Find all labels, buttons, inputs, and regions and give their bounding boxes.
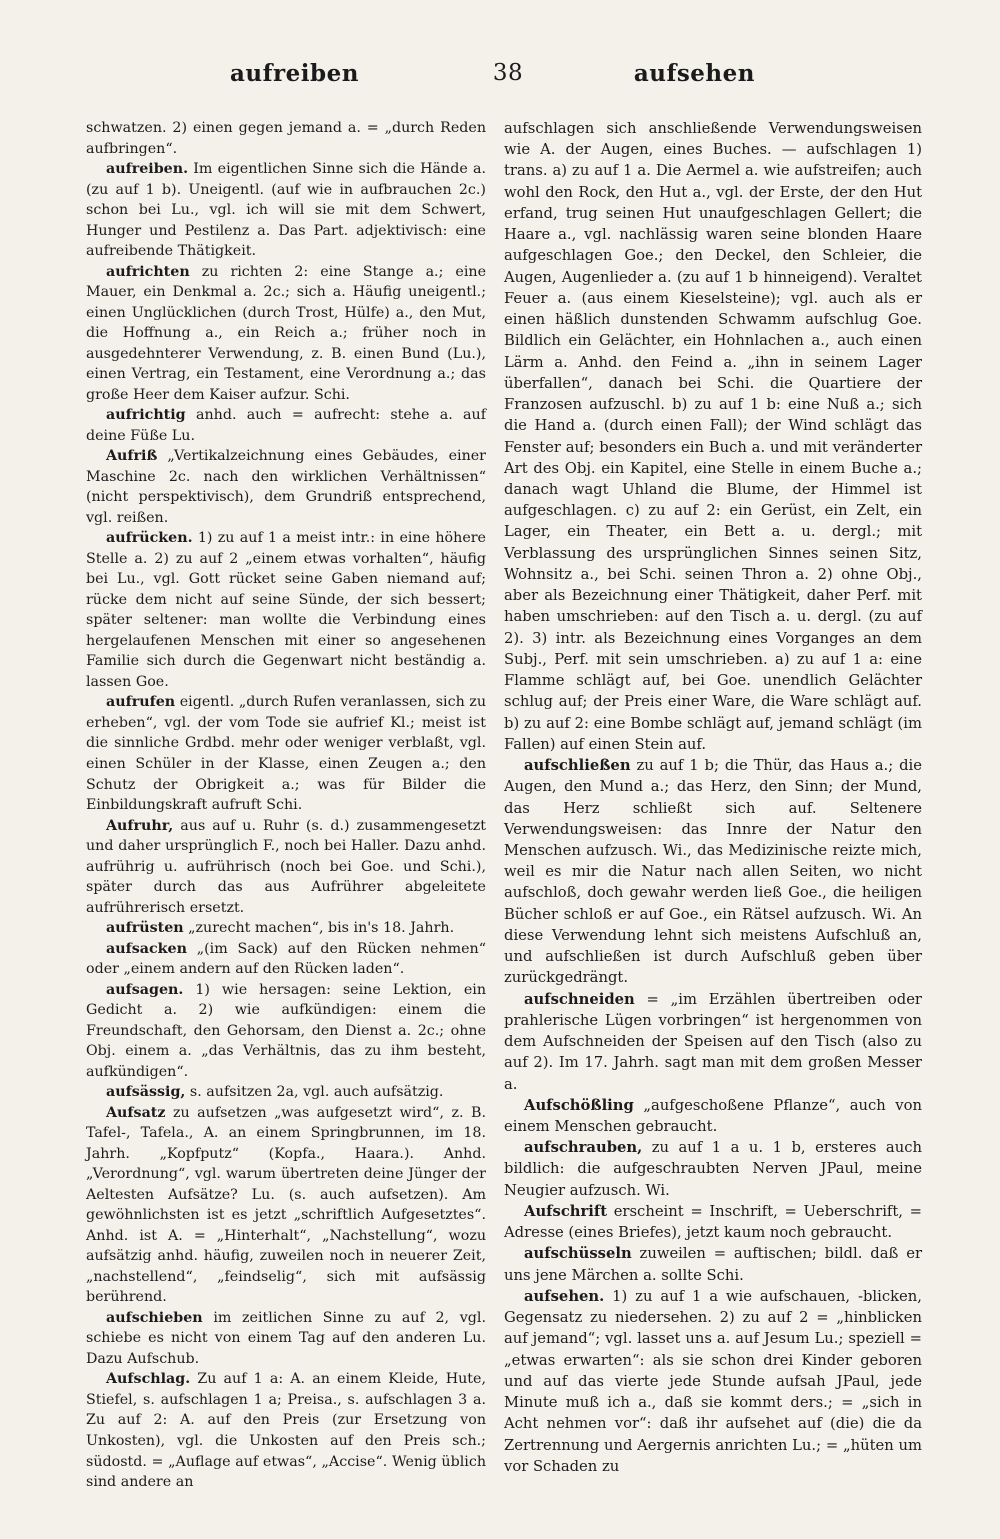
dictionary-entry	[504, 1286, 922, 1477]
entry-text: 1) zu auf 1 a meist intr.: in eine höhere Stelle a. 2) zu auf 2 „einem etwas vorhalten“, häufig bei Lu., vgl. Gott rücket seine Gaben niemand auf; rücke dem nicht auf seine Sünde, der sich bessert; später seltener: man wollte die Verbindung eines hergelaufenen Menschen mit einer so angesehenen Familie sich durch die Gegenwart nicht beständig a. lassen Goe.	[86, 530, 486, 690]
entry-headword: aufsehen.	[524, 1287, 605, 1305]
dictionary-entry	[86, 118, 486, 159]
dictionary-entry	[86, 816, 486, 919]
entry-headword: Aufschlag.	[106, 1371, 191, 1388]
entry-headword: Aufsatz	[106, 1104, 166, 1121]
dictionary-entry	[86, 446, 486, 528]
entry-headword: aufsässig,	[106, 1084, 186, 1101]
entry-text: Im eigentlichen Sinne sich die Hände a. (zu auf 1 b). Uneigentl. (auf wie in aufbrauchen 2c.) schon bei Lu., vgl. ich will sie mit dem Schwert, Hunger und Pestilenz a. Das Part. adjektivisch: eine aufreibende Thätigkeit.	[86, 161, 486, 260]
entry-headword: aufrufen	[106, 694, 176, 711]
entry-text: = „im Erzählen übertreiben oder prahlerische Lügen vorbringen“ ist hergenommen von dem Aufschneiden der Speisen auf den Tisch (also zu auf 2). Im 17. Jahrh. sagt man mit dem großen Messer a.	[504, 990, 922, 1093]
dictionary-entry	[504, 755, 922, 989]
dictionary-entry	[86, 1369, 486, 1492]
entry-headword: aufschüsseln	[524, 1245, 632, 1263]
dictionary-entry	[86, 528, 486, 692]
dictionary-entry	[86, 1308, 486, 1370]
dictionary-entry	[86, 1082, 486, 1103]
entry-headword: aufsagen.	[106, 981, 184, 998]
entry-text: aufschlagen sich anschließende Verwendungsweisen wie A. der Augen, eines Buches. — aufschlagen 1) trans. a) zu auf 1 a. Die Aermel a. wie aufstreifen; auch wohl den Rock, den Hut a., vgl. der Erste, der den Hut erfand, trug seinen Hut unaufgeschlagen Gellert; die Haare a., vgl. nachlässig waren seine blonden Haare aufgeschlagen Goe.; den Deckel, den Schleier, die Augen, Augenlieder a. (zu auf 1 b hinneigend). Veraltet Feuer a. (aus einem Kieselsteine); vgl. auch als er einen häßlich dunstenden Schwamm aufschlug Goe. Bildlich ein Gelächter, ein Hohnlachen a., auch einen Lärm a. Anhd. den Feind a. „ihn in seinem Lager überfallen“, danach bei Schi. die Quartiere der Franzosen aufzuschl. b) zu auf 1 b: eine Nuß a.; sich die Hand a. (durch einen Fall); der Wind schlägt das Fenster auf; besonders ein Buch a. und mit veränderter Art des Obj. ein Kapitel, eine Stelle in einem Buche a.; danach wagt Uhland die Blume, der Himmel ist aufgeschlagen. c) zu auf 2: ein Gerüst, ein Zelt, ein Lager, ein Theater, ein Bett a. u. dergl.; mit Verblassung des ursprünglichen Sinnes seinen Sitz, Wohnsitz a., bei Schi. seinen Thron a. 2) ohne Obj., aber als Bezeichnung einer Thätigkeit, daher Perf. mit haben umschrieben: auf den Tisch a. u. dergl. (zu auf 2). 3) intr. als Bezeichnung eines Vorganges an dem Subj., Perf. mit sein umschrieben. a) zu auf 1 a: eine Flamme schlägt auf, bei Goe. unendlich Gelächter schlug auf; der Preis einer Ware, die Ware schlägt auf. b) zu auf 2: eine Bombe schlägt auf, jemand schlägt (im Fallen) auf einen Stein auf.	[504, 120, 922, 753]
entry-headword: aufschieben	[106, 1309, 203, 1326]
dictionary-entry	[86, 980, 486, 1083]
entry-headword: aufschneiden	[524, 990, 635, 1008]
entry-headword: aufrücken.	[106, 530, 193, 547]
entry-text: s. aufsitzen 2a, vgl. auch aufsätzig.	[189, 1084, 444, 1101]
entry-text: aus auf u. Ruhr (s. d.) zusammengesetzt und daher ursprünglich F., noch bei Haller. Dazu anhd. aufrührig u. aufrührisch (noch bei Goe. und Schi.), später durch das aus Aufrührer abgeleitete aufrührerisch ersetzt.	[86, 817, 486, 916]
entry-text: zu aufsetzen „was aufgesetzt wird“, z. B. Tafel-, Tafela., A. an einem Springbrunnen, im 18. Jahrh. „Kopfputz“ (Kopfa., Haara.). Anhd. „Verordnung“, vgl. warum übertreten deine Jünger der Aeltesten Aufsätze? Lu. (s. auch aufsetzen). Am gewöhnlichsten ist es jetzt „schriftlich Aufgesetztes“. Anhd. ist A. = „Hinterhalt“, „Nachstellung“, wozu aufsätzig anhd. häufig, zuweilen noch in neuerer Zeit, „nachstellend“, „feindselig“, sich mit aufsässig berührend.	[86, 1104, 487, 1306]
page-number: 38	[492, 60, 524, 86]
entry-text: zu richten 2: eine Stange a.; eine Mauer, ein Denkmal a. 2c.; sich a. Häufig uneigentl.; einen Unglücklichen (durch Trost, Hülfe) a., den Mut, die Hoffnung a., ein Reich a.; früher noch in ausgedehnterer Verwendung, z. B. einen Bund (Lu.), einen Vertrag, ein Testament, eine Verordnung a.; das große Heer dem Kaiser aufzur. Schi.	[86, 263, 487, 403]
entry-text: 1) wie hersagen: seine Lektion, ein Gedicht a. 2) wie aufkündigen: einem die Freundschaft, den Gehorsam, den Dienst a. 2c.; ohne Obj. einem a. „das Verhältnis, das zu ihm besteht, aufkündigen“.	[86, 981, 486, 1080]
dictionary-entry	[86, 159, 486, 262]
entry-text: schwatzen. 2) einen gegen jemand a. = „durch Reden aufbringen“.	[86, 120, 486, 157]
entry-headword: Aufschrift	[524, 1202, 608, 1220]
entry-text: 1) zu auf 1 a wie aufschauen, -blicken, Gegensatz zu niedersehen. 2) zu auf 2 = „hinblicken auf jemand“; vgl. lasset uns a. auf Jesum Lu.; speziell = „etwas erwarten“: als sie schon drei Kinder geboren und auf das vierte jede Stunde aufsah JPaul, jede Minute muß ich a., daß sie kommt ders.; = „sich in Acht nehmen vor“: daß ihr aufsehet auf (die) die da Zertrennung und Aergernis anrichten Lu.; = „hüten um vor Schaden zu	[504, 1287, 922, 1475]
dictionary-entry	[86, 692, 486, 815]
left-column	[86, 118, 486, 1493]
entry-text: „Vertikalzeichnung eines Gebäudes, einer Maschine 2c. nach den wirklichen Verhältnissen“ (nicht perspektivisch), dem Grundriß entsprechend, vgl. reißen.	[86, 448, 486, 526]
entry-headword: aufschrauben,	[524, 1139, 643, 1157]
entry-text: eigentl. „durch Rufen veranlassen, sich zu erheben“, vgl. der vom Tode sie aufrief Kl.; meist ist die sinnliche Grdbd. mehr oder weniger verblaßt, vgl. einen Schüler in der Klasse, einen Zeugen a.; den Schutz der Obrigkeit a.; was für Bilder die Einbildungskraft aufruft Schi.	[86, 694, 486, 814]
entry-text: im zeitlichen Sinne zu auf 2, vgl. schiebe es nicht von einem Tag auf den anderen Lu. Dazu Aufschub.	[86, 1309, 487, 1367]
header-left-catchword: aufreiben	[230, 60, 359, 87]
dictionary-entry	[86, 262, 486, 406]
dictionary-entry	[504, 118, 922, 755]
dictionary-entry	[504, 1095, 922, 1137]
entry-text: „aufgeschoßene Pflanze“, auch von einem Menschen gebraucht.	[504, 1096, 922, 1136]
dictionary-entry	[86, 405, 486, 446]
entry-headword: Aufschößling	[524, 1096, 634, 1114]
entry-headword: aufreiben.	[106, 161, 189, 178]
entry-text: anhd. auch = aufrecht: stehe a. auf deine Füße Lu.	[86, 407, 487, 444]
entry-text: zu auf 1 a u. 1 b, ersteres auch bildlich: die aufgeschraubten Nerven JPaul, meine Neugier aufzusch. Wi.	[504, 1139, 922, 1199]
dictionary-entry	[504, 989, 922, 1095]
dictionary-entry	[86, 918, 486, 939]
entry-headword: aufrüsten	[106, 920, 184, 937]
entry-text: erscheint = Inschrift, = Ueberschrift, = Adresse (eines Briefes), jetzt kaum noch gebraucht.	[504, 1202, 922, 1242]
dictionary-entry	[86, 1103, 486, 1308]
entry-text: „zurecht machen“, bis in's 18. Jahrh.	[188, 920, 455, 937]
dictionary-entry	[86, 939, 486, 980]
entry-headword: aufsacken	[106, 940, 187, 957]
dictionary-entry	[504, 1137, 922, 1201]
entry-text: Zu auf 1 a: A. an einem Kleide, Hute, Stiefel, s. aufschlagen 1 a; Preisa., s. aufschlagen 3 a. Zu auf 2: A. auf den Preis (zur Ersetzung von Unkosten), vgl. die Unkosten auf den Preis sch.; südostd. = „Auflage auf etwas“, „Accise“. Wenig üblich sind andere an	[86, 1371, 486, 1491]
page-header	[88, 60, 930, 100]
entry-headword: aufrichten	[106, 263, 190, 280]
dictionary-entry	[504, 1201, 922, 1243]
entry-headword: aufschließen	[524, 757, 631, 775]
header-right-catchword: aufsehen	[633, 60, 755, 87]
entry-text: „(im Sack) auf den Rücken nehmen“ oder „einem andern auf den Rücken laden“.	[86, 940, 486, 978]
entry-headword: aufrichtig	[106, 407, 186, 424]
dictionary-entry	[504, 1243, 922, 1285]
entry-text: zuweilen = auftischen; bildl. daß er uns jene Märchen a. sollte Schi.	[504, 1245, 922, 1284]
right-column	[504, 118, 922, 1477]
entry-headword: Aufriß	[106, 448, 158, 465]
entry-text: zu auf 1 b; die Thür, das Haus a.; die Augen, den Mund a.; das Herz, den Sinn; der Mund, das Herz schließt sich auf. Seltenere Verwendungsweisen: das Innre der Natur den Menschen aufzusch. Wi., das Medizinische reizte mich, weil es mir die Natur nach allen Seiten, wo nicht aufschloß, doch gewahr werden ließ Goe., die heiligen Bücher schloß er auf Goe., ein Rätsel aufzusch. Wi. An diese Verwendung lehnt sich meistens Aufschluß an, und aufschließen ist durch Aufschluß geben über zurückgedrängt.	[504, 757, 922, 987]
entry-headword: Aufruhr,	[106, 817, 174, 834]
